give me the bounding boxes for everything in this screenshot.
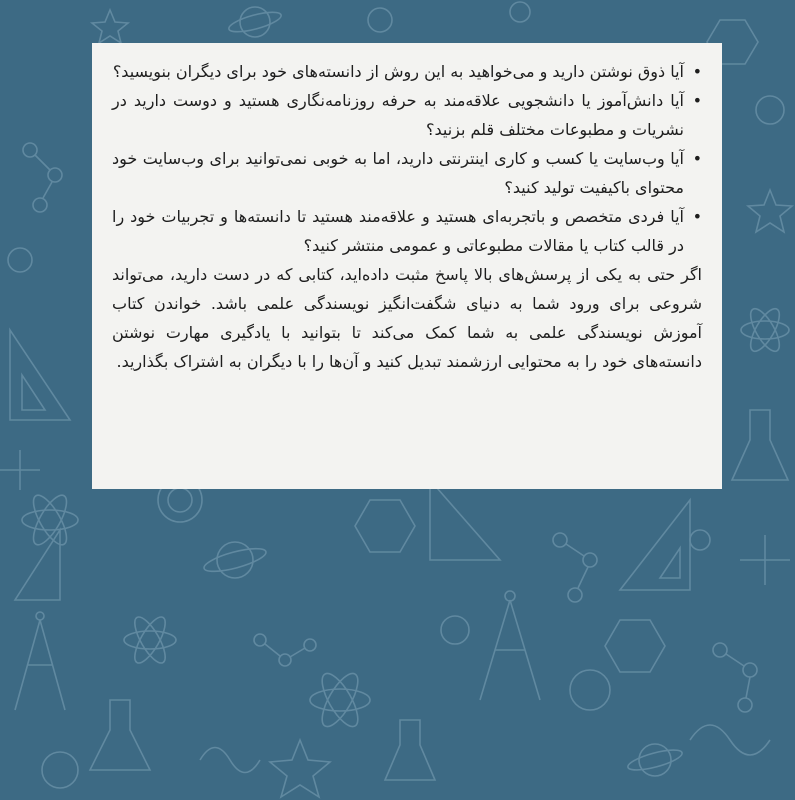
flask-icon [732,410,788,480]
text-box [92,43,722,489]
molecule-icon [713,643,757,712]
question-item: • آیا ذوق نوشتن دارید و می‌خواهید به این روش از دانسته‌های خود برای دیگران بنویسید؟ [112,57,702,86]
compass-icon [15,612,65,710]
triangle-ruler-icon [620,500,690,590]
flask-icon [90,700,150,770]
planet-icon [626,744,684,776]
compass-icon [480,591,540,700]
question-item: • آیا فردی متخصص و باتجربه‌ای هستید و علاقه‌مند هستید تا دانسته‌ها و تجربیات خود را در قالب کتاب یا مقالات مطبوعاتی و عمومی منتشر کنید؟ [112,202,702,260]
planet-icon [227,7,283,37]
triangle-ruler-icon [10,330,70,420]
conclusion-paragraph: اگر حتی به یکی از پرسش‌های بالا پاسخ مثبت داده‌اید، کتابی که در دست دارید، می‌تواند شروعی برای ورود شما به دنیای شگفت‌انگیز نویسندگی علمی باشد. خواندن کتاب آموزش نویسندگی علمی به شما کمک می‌کند تا بتوانید با یادگیری مهارت نوشتن دانسته‌های خود را به محتوایی ارزشمند تبدیل کنید و آن‌ها را با دیگران به اشتراک بگذارید. [112,265,702,371]
question-item: • آیا دانش‌آموز یا دانشجویی علاقه‌مند به حرفه روزنامه‌نگاری هستید و دوست دارید در نشریات و مطبوعات مختلف قلم بزنید؟ [112,86,702,144]
question-list [112,57,702,260]
hexagon-icon [605,620,665,672]
molecule-icon [254,634,316,666]
hexagon-icon [355,500,415,552]
planet-icon [202,542,268,578]
triangle-ruler-icon [430,480,500,560]
triangle-ruler-icon [15,530,60,600]
atom-icon [310,669,370,732]
atom-icon [124,613,176,667]
star-icon [92,10,128,43]
molecule-icon [553,533,597,602]
atom-icon [741,305,789,356]
molecule-icon [23,143,62,212]
flask-icon [385,720,435,780]
star-icon [748,190,792,232]
atom-icon [22,491,78,549]
question-item: • آیا وب‌سایت یا کسب و کاری اینترنتی دارید، اما به خوبی نمی‌توانید برای وب‌سایت خود محتوای باکیفیت تولید کنید؟ [112,144,702,202]
star-icon [270,740,330,797]
